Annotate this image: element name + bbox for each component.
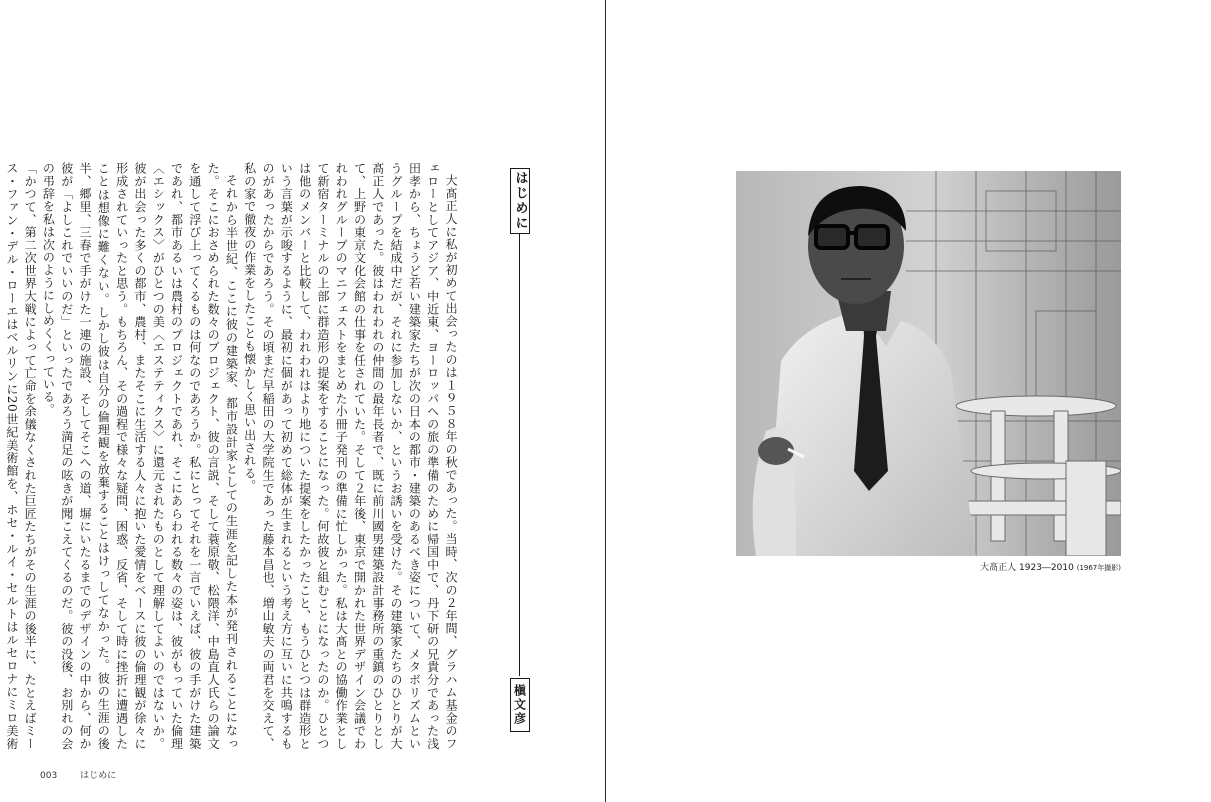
- photo-caption: [896, 560, 1121, 573]
- page-footer: [40, 768, 116, 781]
- author-name: 槇文彦: [510, 678, 530, 732]
- page-number: 003: [40, 771, 58, 781]
- right-page: [606, 0, 1211, 802]
- running-title: はじめに: [80, 771, 117, 781]
- left-page: [0, 0, 605, 802]
- essay-title: はじめに: [510, 168, 530, 234]
- title-rule: [519, 234, 520, 676]
- caption-date: (1967年撮影): [1076, 564, 1121, 572]
- paragraph-quote: 「かつて、第二次世界大戦によって亡命を余儀なくされた巨匠たちがその生涯の後半に、たとえばミース・ファン・デル・ローエはベルリンに20世紀美術館を、ホセ・ルイ・セルトはルセロナにミロ美術: [4, 162, 38, 750]
- paragraph-1: 大髙正人に私が初めて出会ったのは１９５８年の秋であった。当時、次の２年間、グラハム基金のフェローとしてアジア、中近東、ヨーロッパへの旅の準備のために帰国中で、丹下研の兄貴分であった浅田孝から、ちょうど若い建築家たちが次の日本の都市・建築のあるべき姿について、メタボリズムというグループを結成中だが、それに参加しないか、というお誘いを受けた。その建築家たちのひとりが大髙正人であった。彼はわれわれの仲間の最年長者で、既に前川國男建築設計事務所の重鎮のひとりとして、上野の東京文化会館の仕事を任されていた。そして２年後、東京で開かれた世界デザイン会議でわれわれグループのマニフェストをまとめた小冊子発刊の準備に忙しかった。私は大髙との協働作業として新宿ターミナルの上部に群造形の提案をすることになった。何故彼と組むことになったのか。ひとつは他のメンバーと比較して、われわれはより地についた提案をしたかったこと、もうひとつは群造形という言葉が示唆するように、最初に個があって初めて総体が生まれるという考え方に互いに共鳴するものがあったからであろう。その頃まだ早稲田の大学院生であった藤本昌也、増山敏夫の両君を交えて、私の家で徹夜の作業をしたことも懐かしく思い出される。: [242, 162, 458, 750]
- portrait-photo: [736, 171, 1121, 556]
- caption-name: 大髙正人 1923―2010: [980, 563, 1074, 573]
- essay-body: [4, 162, 460, 750]
- paragraph-2: それから半世紀、ここに彼の建築家、都市設計家としての生涯を記した本が発刊されることになった。そこにおさめられた数々のプロジェクト、彼の言説、そして蓑原敬、松隈洋、中島直人氏らの論文を通して浮び上ってくるものは何なのであろうか。私にとってそれを一言でいえば、彼の手がけた建築であれ、都市あるいは農村のプロジェクトであれ、そこにあらわれる数々の姿は、彼がもっていた倫理〈エシックス〉がひとつの美〈エステティクス〉に還元されたものとして理解してよいのではないか。彼が出会った多くの都市、農村、またそこに生活する人々に抱いた愛情をベースに彼の倫理観が徐々に形成されていったと思う。もちろん、その過程で様々な疑問、困惑、反省、そして時に挫折に遭遇したことは想像に難くない。しかし彼は自分の倫理観を放棄することはけっしてなかった。彼の生涯の後半、郷里、三春で手がけた一連の施設、そしてそこへの道、塀にいたるまでのデザインの中から、何か彼が「よしこれでいいのだ」といったであろう満足の呟きが聞こえてくるのだ。彼の没後、お別れの会の弔辞を私は次のようにしめくくっている。: [41, 162, 239, 750]
